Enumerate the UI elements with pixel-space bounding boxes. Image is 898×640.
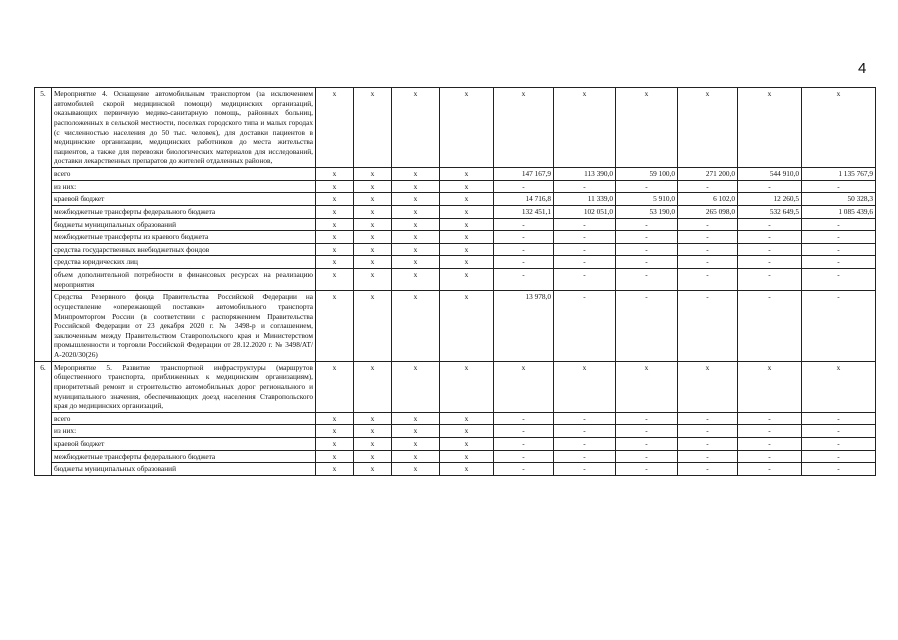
- table-cell: x: [316, 291, 354, 361]
- table-row: [35, 193, 876, 206]
- section-title-cell: x: [678, 88, 738, 168]
- table-cell: x: [354, 450, 392, 463]
- table-cell: 271 200,0: [678, 168, 738, 181]
- table-cell: x: [354, 168, 392, 181]
- table-cell: x: [316, 438, 354, 451]
- table-cell: -: [802, 218, 876, 231]
- table-cell: 14 716,8: [494, 193, 554, 206]
- section-number: 5.: [35, 88, 52, 362]
- table-cell: x: [316, 463, 354, 476]
- table-cell: -: [616, 269, 678, 291]
- table-cell: x: [440, 450, 494, 463]
- table-cell: x: [354, 438, 392, 451]
- table-cell: -: [802, 231, 876, 244]
- table-cell: x: [354, 412, 392, 425]
- table-cell: x: [440, 205, 494, 218]
- table-cell: -: [738, 425, 802, 438]
- table-cell: x: [392, 291, 440, 361]
- table-cell: -: [616, 425, 678, 438]
- table-cell: x: [440, 412, 494, 425]
- section-title-cell: x: [802, 88, 876, 168]
- table-cell: x: [392, 269, 440, 291]
- section-number: 6.: [35, 361, 52, 475]
- table-cell: -: [494, 243, 554, 256]
- table-cell: -: [738, 180, 802, 193]
- table-row: [35, 180, 876, 193]
- table-cell: -: [616, 291, 678, 361]
- table-row: [35, 205, 876, 218]
- table-cell: -: [678, 291, 738, 361]
- table-cell: x: [316, 425, 354, 438]
- table-cell: -: [802, 243, 876, 256]
- table-cell: 53 190,0: [616, 205, 678, 218]
- table-row: [35, 218, 876, 231]
- table-cell: 265 098,0: [678, 205, 738, 218]
- section-title-cell: x: [316, 361, 354, 412]
- table-row: [35, 231, 876, 244]
- table-cell: x: [392, 243, 440, 256]
- section-title-cell: x: [616, 88, 678, 168]
- table-cell: -: [616, 438, 678, 451]
- section-title-cell: x: [392, 88, 440, 168]
- table-cell: 50 328,3: [802, 193, 876, 206]
- table-cell: -: [554, 412, 616, 425]
- table-cell: -: [494, 231, 554, 244]
- budget-table: [34, 87, 876, 476]
- table-cell: -: [554, 425, 616, 438]
- table-cell: -: [738, 438, 802, 451]
- section-title-cell: x: [738, 88, 802, 168]
- table-cell: x: [354, 269, 392, 291]
- table-cell: -: [678, 412, 738, 425]
- table-cell: -: [678, 256, 738, 269]
- table-cell: x: [354, 463, 392, 476]
- row-label: межбюджетные трансферты из краевого бюджета: [52, 231, 316, 244]
- table-cell: -: [678, 180, 738, 193]
- table-cell: -: [554, 291, 616, 361]
- row-label: всего: [52, 412, 316, 425]
- table-cell: -: [494, 463, 554, 476]
- section-title-cell: x: [678, 361, 738, 412]
- table-cell: -: [616, 218, 678, 231]
- table-cell: -: [554, 218, 616, 231]
- table-cell: x: [440, 180, 494, 193]
- section-title-cell: x: [494, 88, 554, 168]
- table-cell: x: [316, 412, 354, 425]
- section-header-row: [35, 361, 876, 412]
- table-cell: -: [802, 412, 876, 425]
- table-cell: x: [440, 269, 494, 291]
- table-cell: -: [738, 291, 802, 361]
- row-label: бюджеты муниципальных образований: [52, 463, 316, 476]
- table-cell: x: [316, 450, 354, 463]
- table-cell: -: [554, 269, 616, 291]
- table-cell: 13 978,0: [494, 291, 554, 361]
- table-cell: -: [802, 180, 876, 193]
- table-cell: -: [738, 463, 802, 476]
- section-title-cell: x: [802, 361, 876, 412]
- table-cell: -: [494, 218, 554, 231]
- table-body: [35, 88, 876, 476]
- table-cell: -: [802, 438, 876, 451]
- section-title-cell: x: [440, 361, 494, 412]
- table-cell: x: [440, 291, 494, 361]
- table-cell: -: [494, 269, 554, 291]
- table-cell: 102 051,0: [554, 205, 616, 218]
- table-cell: 12 260,5: [738, 193, 802, 206]
- table-cell: 5 910,0: [616, 193, 678, 206]
- table-row: [35, 425, 876, 438]
- row-label: краевой бюджет: [52, 438, 316, 451]
- section-title-cell: x: [554, 361, 616, 412]
- table-cell: -: [616, 243, 678, 256]
- table-row: [35, 450, 876, 463]
- table-cell: -: [494, 425, 554, 438]
- table-cell: x: [392, 168, 440, 181]
- table-cell: -: [494, 180, 554, 193]
- table-cell: -: [616, 180, 678, 193]
- table-row: [35, 438, 876, 451]
- table-cell: -: [678, 425, 738, 438]
- table-cell: -: [494, 450, 554, 463]
- table-row: [35, 412, 876, 425]
- table-cell: x: [316, 231, 354, 244]
- table-cell: -: [678, 269, 738, 291]
- table-cell: -: [554, 256, 616, 269]
- table-cell: x: [354, 231, 392, 244]
- section-title-cell: x: [554, 88, 616, 168]
- table-cell: x: [316, 193, 354, 206]
- table-cell: x: [440, 218, 494, 231]
- table-cell: x: [392, 256, 440, 269]
- table-cell: -: [554, 438, 616, 451]
- row-label: средства юридических лиц: [52, 256, 316, 269]
- table-cell: x: [392, 425, 440, 438]
- section-title-cell: x: [354, 361, 392, 412]
- table-cell: x: [316, 218, 354, 231]
- section-title-cell: x: [392, 361, 440, 412]
- table-cell: 544 910,0: [738, 168, 802, 181]
- table-cell: x: [392, 450, 440, 463]
- table-cell: 132 451,1: [494, 205, 554, 218]
- table-cell: -: [802, 463, 876, 476]
- table-cell: -: [494, 412, 554, 425]
- table-row: [35, 269, 876, 291]
- table-cell: -: [554, 450, 616, 463]
- table-cell: x: [354, 291, 392, 361]
- table-cell: x: [440, 193, 494, 206]
- table-cell: x: [392, 438, 440, 451]
- row-label: средства государственных внебюджетных фондов: [52, 243, 316, 256]
- table-cell: x: [316, 180, 354, 193]
- table-cell: -: [554, 463, 616, 476]
- table-cell: 6 102,0: [678, 193, 738, 206]
- table-cell: -: [802, 425, 876, 438]
- table-cell: -: [738, 269, 802, 291]
- table-cell: -: [678, 218, 738, 231]
- table-cell: -: [802, 291, 876, 361]
- table-cell: 1 085 439,6: [802, 205, 876, 218]
- table-cell: x: [316, 269, 354, 291]
- table-cell: -: [678, 463, 738, 476]
- table-cell: 1 135 767,9: [802, 168, 876, 181]
- table-cell: -: [802, 256, 876, 269]
- table-cell: x: [440, 463, 494, 476]
- table-row: [35, 291, 876, 361]
- section-title-cell: x: [494, 361, 554, 412]
- table-cell: -: [678, 243, 738, 256]
- table-cell: -: [616, 256, 678, 269]
- table-row: [35, 463, 876, 476]
- section-title-cell: x: [440, 88, 494, 168]
- table-cell: x: [354, 205, 392, 218]
- table-cell: -: [494, 256, 554, 269]
- table-cell: x: [440, 231, 494, 244]
- row-label: из них:: [52, 425, 316, 438]
- table-cell: -: [616, 463, 678, 476]
- row-label: Средства Резервного фонда Правительства Российской Федерации на осуществление «опережающей поставки» автомобильного транспорта Минпромторгом России (в соответствии с распоряжением Правительства Российской Федерации от 23 декабря 2020 г. № 3498-р и соглашением, заключенным между Правительством Ставропольского края и Министерством промышленности и торговли Российской Федерации от 28.12.2020 г. № 3498/АТ/А-2020/30(26): [52, 291, 316, 361]
- table-cell: x: [354, 425, 392, 438]
- row-label: всего: [52, 168, 316, 181]
- table-cell: -: [738, 412, 802, 425]
- table-cell: -: [494, 438, 554, 451]
- table-cell: x: [440, 256, 494, 269]
- row-label: межбюджетные трансферты федерального бюджета: [52, 205, 316, 218]
- table-cell: -: [738, 231, 802, 244]
- table-cell: x: [392, 193, 440, 206]
- table-cell: x: [392, 180, 440, 193]
- section-title: Мероприятие 5. Развитие транспортной инфраструктуры (маршрутов общественного транспорта, приближенных к медицинским организациям), приоритетный ремонт и строительство автомобильных дорог регионального и муниципального значения, обеспечивающих доезд населения Ставропольского края до медицинских организаций,: [52, 361, 316, 412]
- table-cell: -: [554, 180, 616, 193]
- section-title: Мероприятие 4. Оснащение автомобильным транспортом (за исключением автомобилей скорой медицинской помощи) медицинских организаций, оказывающих первичную медико-санитарную помощь, районных больниц, расположенных в сельской местности, поселках городского типа и малых городах (с численностью населения до 50 тыс. человек), для доставки пациентов в медицинские организации, медицинских работников до места жительства пациентов, а также для перевозки биологических материалов для исследований, доставки лекарственных препаратов до жителей отдаленных районов,: [52, 88, 316, 168]
- table-cell: x: [392, 205, 440, 218]
- table-cell: x: [440, 425, 494, 438]
- row-label: краевой бюджет: [52, 193, 316, 206]
- table-cell: x: [392, 231, 440, 244]
- table-row: [35, 243, 876, 256]
- row-label: объем дополнительной потребности в финансовых ресурсах на реализацию мероприятия: [52, 269, 316, 291]
- row-label: бюджеты муниципальных образований: [52, 218, 316, 231]
- table-cell: -: [616, 231, 678, 244]
- table-cell: 147 167,9: [494, 168, 554, 181]
- table-cell: -: [802, 269, 876, 291]
- table-cell: -: [678, 450, 738, 463]
- table-cell: x: [316, 256, 354, 269]
- section-header-row: [35, 88, 876, 168]
- table-cell: -: [802, 450, 876, 463]
- table-cell: x: [392, 463, 440, 476]
- table-cell: -: [616, 412, 678, 425]
- section-title-cell: x: [354, 88, 392, 168]
- table-row: [35, 168, 876, 181]
- row-label: из них:: [52, 180, 316, 193]
- table-cell: -: [616, 450, 678, 463]
- table-cell: 59 100,0: [616, 168, 678, 181]
- table-cell: 532 649,5: [738, 205, 802, 218]
- table-cell: -: [554, 243, 616, 256]
- section-title-cell: x: [738, 361, 802, 412]
- table-cell: -: [738, 256, 802, 269]
- table-cell: x: [354, 193, 392, 206]
- table-cell: x: [354, 180, 392, 193]
- page-number: 4: [858, 60, 867, 77]
- table-cell: -: [678, 438, 738, 451]
- table-cell: -: [738, 218, 802, 231]
- table-cell: x: [440, 243, 494, 256]
- table-cell: -: [738, 243, 802, 256]
- section-title-cell: x: [316, 88, 354, 168]
- section-title-cell: x: [616, 361, 678, 412]
- table-cell: x: [316, 243, 354, 256]
- table-cell: -: [738, 450, 802, 463]
- table-row: [35, 256, 876, 269]
- table-cell: 11 339,0: [554, 193, 616, 206]
- table-cell: -: [678, 231, 738, 244]
- table-cell: x: [316, 168, 354, 181]
- table-cell: x: [440, 438, 494, 451]
- table-cell: -: [554, 231, 616, 244]
- table-cell: x: [354, 218, 392, 231]
- table-cell: x: [392, 218, 440, 231]
- table-cell: x: [392, 412, 440, 425]
- table-cell: x: [354, 256, 392, 269]
- table-cell: x: [440, 168, 494, 181]
- table-cell: x: [354, 243, 392, 256]
- table-cell: 113 390,0: [554, 168, 616, 181]
- table-cell: x: [316, 205, 354, 218]
- row-label: межбюджетные трансферты федерального бюджета: [52, 450, 316, 463]
